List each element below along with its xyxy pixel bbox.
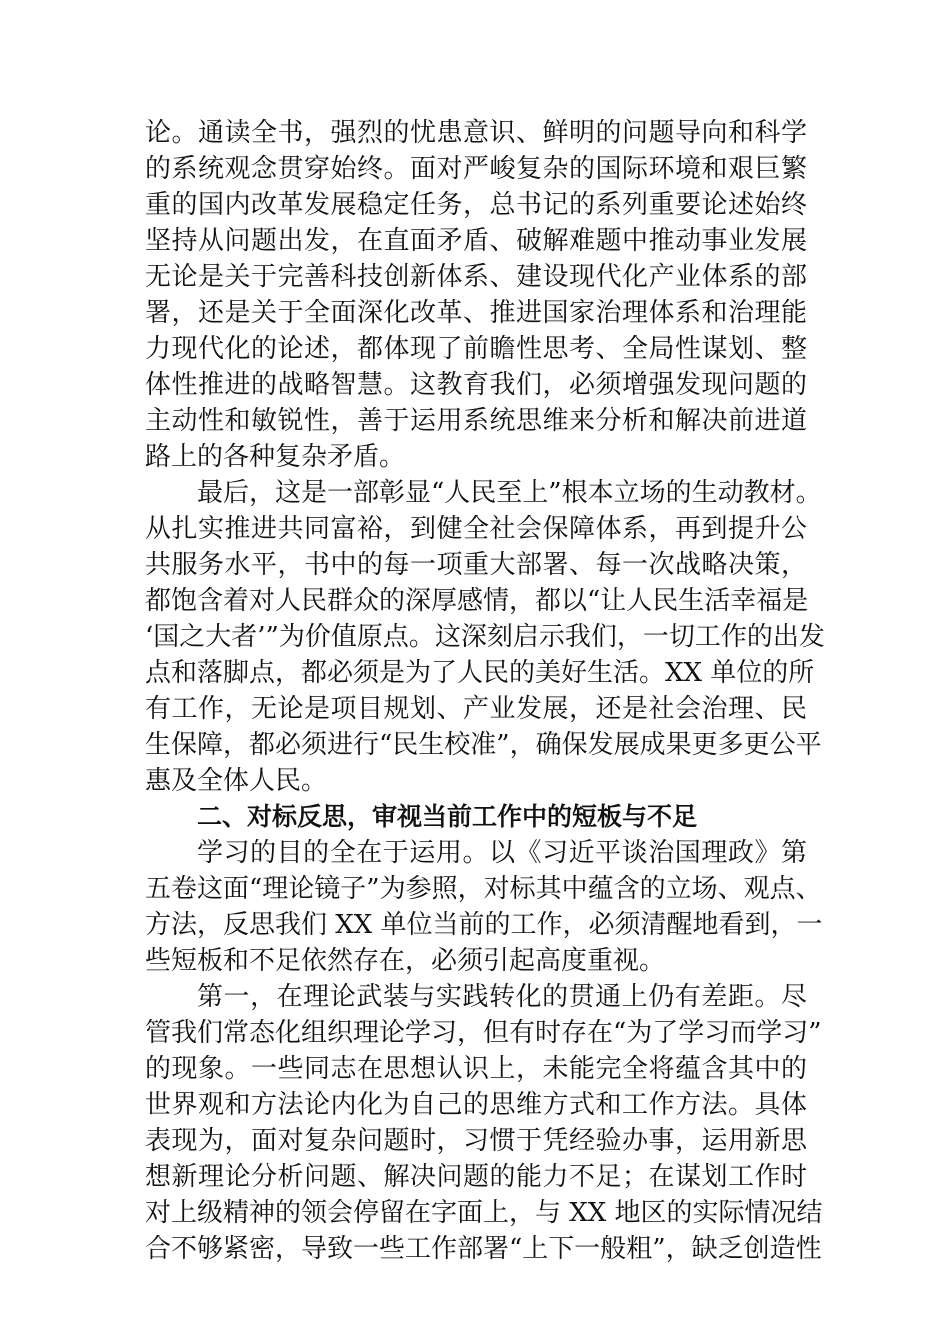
section-heading: 二、对标反思，审视当前工作中的短板与不足 (197, 802, 698, 831)
paragraph-1-line: 主动性和敏锐性，善于运用系统思维来分析和解决前进道 (145, 406, 807, 436)
paragraph-1-line: 无论是关于完善科技创新体系、建设现代化产业体系的部 (145, 262, 807, 292)
paragraph-4-line: 第一，在理论武装与实践转化的贯通上仍有差距。尽 (197, 982, 807, 1012)
paragraph-2-line: 点和落脚点，都必须是为了人民的美好生活。XX 单位的所 (145, 658, 815, 688)
paragraph-1-line: 路上的各种复杂矛盾。 (145, 442, 406, 472)
paragraph-2-line: ‘国之大者’”为价值原点。这深刻启示我们，一切工作的出发 (145, 622, 825, 652)
paragraph-1-line: 坚持从问题出发，在直面矛盾、破解难题中推动事业发展 (145, 226, 807, 256)
paragraph-4-line: 表现为，面对复杂问题时，习惯于凭经验办事，运用新思 (145, 1126, 807, 1156)
paragraph-4-line: 的现象。一些同志在思想认识上，未能完全将蕴含其中的 (145, 1054, 807, 1084)
paragraph-3-line: 些短板和不足依然存在，必须引起高度重视。 (145, 946, 666, 976)
paragraph-4-line: 对上级精神的领会停留在字面上，与 XX 地区的实际情况结 (145, 1198, 823, 1228)
paragraph-4-line: 管我们常态化组织理论学习，但有时存在“为了学习而学习” (145, 1018, 822, 1048)
paragraph-3-line: 五卷这面“理论镜子”为参照，对标其中蕴含的立场、观点、 (145, 874, 822, 904)
paragraph-1-line: 力现代化的论述，都体现了前瞻性思考、全局性谋划、整 (145, 334, 807, 364)
paragraph-3-line: 学习的目的全在于运用。以《习近平谈治国理政》第 (197, 838, 807, 868)
paragraph-1-line: 体性推进的战略智慧。这教育我们，必须增强发现问题的 (145, 370, 807, 400)
paragraph-2-line: 共服务水平，书中的每一项重大部署、每一次战略决策， (145, 550, 807, 580)
paragraph-2-line: 惠及全体人民。 (145, 766, 328, 796)
paragraph-3-line: 方法，反思我们 XX 单位当前的工作，必须清醒地看到，一 (145, 910, 823, 940)
paragraph-2-line: 从扎实推进共同富裕，到健全社会保障体系，再到提升公 (145, 514, 807, 544)
paragraph-2-line: 都饱含着对人民群众的深厚感情，都以“让人民生活幸福是 (145, 586, 809, 616)
paragraph-4-line: 世界观和方法论内化为自己的思维方式和工作方法。具体 (145, 1090, 807, 1120)
paragraph-2-line: 最后，这是一部彰显“人民至上”根本立场的生动教材。 (197, 478, 822, 508)
paragraph-4-line: 合不够紧密，导致一些工作部署“上下一般粗”，缺乏创造性 (145, 1234, 822, 1264)
paragraph-1-line: 重的国内改革发展稳定任务，总书记的系列重要论述始终 (145, 190, 807, 220)
paragraph-4-line: 想新理论分析问题、解决问题的能力不足；在谋划工作时 (145, 1162, 807, 1192)
paragraph-2-line: 有工作，无论是项目规划、产业发展，还是社会治理、民 (145, 694, 807, 724)
paragraph-1-line: 署，还是关于全面深化改革、推进国家治理体系和治理能 (145, 298, 807, 328)
paragraph-1-line: 论。通读全书，强烈的忧患意识、鲜明的问题导向和科学 (145, 118, 807, 148)
paragraph-2-line: 生保障，都必须进行“民生校准”，确保发展成果更多更公平 (145, 730, 822, 760)
paragraph-1-line: 的系统观念贯穿始终。面对严峻复杂的国际环境和艰巨繁 (145, 154, 807, 184)
body-text (145, 115, 825, 1267)
